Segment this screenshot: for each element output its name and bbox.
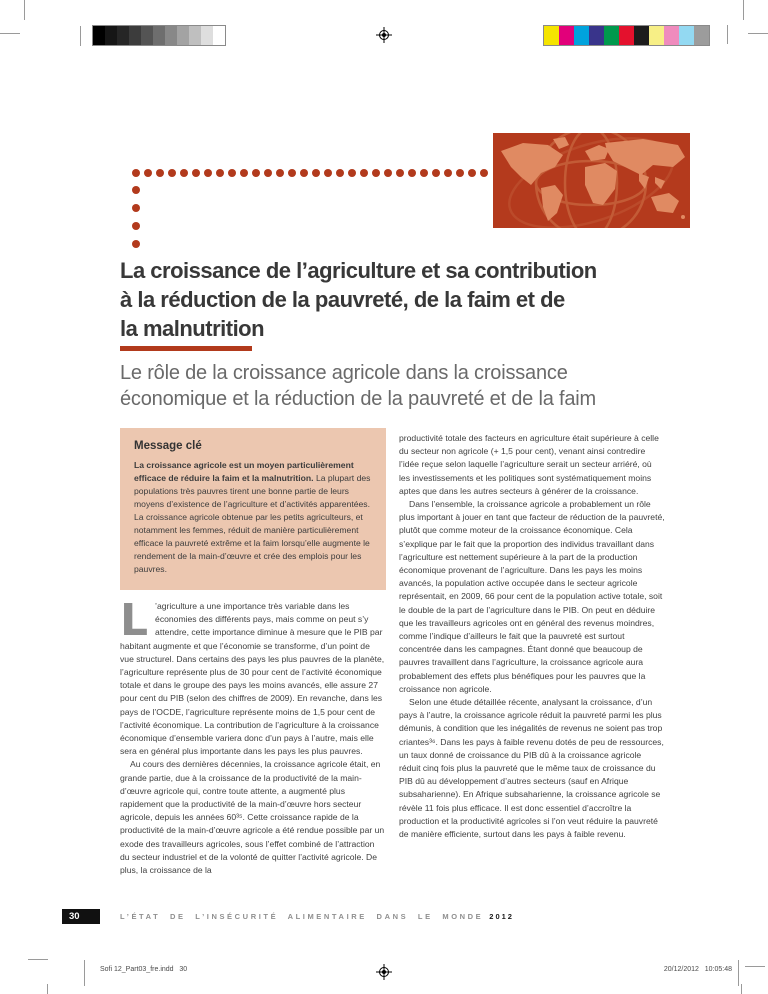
- color-swatch: [177, 26, 189, 45]
- crop-mark: [28, 959, 48, 960]
- color-swatch: [153, 26, 165, 45]
- decorative-dot: [324, 169, 332, 177]
- color-swatch: [201, 26, 213, 45]
- decorative-dot: [396, 169, 404, 177]
- decorative-dot: [276, 169, 284, 177]
- color-swatch: [634, 26, 649, 45]
- color-swatch: [664, 26, 679, 45]
- crop-mark: [727, 25, 728, 44]
- page-subtitle-line: économique et la réduction de la pauvreté et de la faim: [120, 388, 596, 410]
- decorative-dot: [132, 222, 140, 230]
- running-footer: [120, 912, 514, 921]
- decorative-dot: [300, 169, 308, 177]
- decorative-dot: [348, 169, 356, 177]
- decorative-dot: [360, 169, 368, 177]
- color-swatch: [105, 26, 117, 45]
- decorative-dot: [240, 169, 248, 177]
- crop-mark: [741, 984, 742, 994]
- decorative-dot: [228, 169, 236, 177]
- color-swatch: [589, 26, 604, 45]
- decorative-dot: [264, 169, 272, 177]
- key-message-text: [134, 459, 372, 576]
- decorative-dot: [168, 169, 176, 177]
- decorative-dot: [372, 169, 380, 177]
- decorative-dot: [432, 169, 440, 177]
- page-title-line: la malnutrition: [120, 316, 265, 341]
- crop-mark: [748, 33, 768, 34]
- color-swatch: [117, 26, 129, 45]
- color-swatch: [93, 26, 105, 45]
- paragraph: [120, 595, 386, 758]
- registration-mark-icon: [376, 964, 392, 980]
- crop-mark: [738, 960, 739, 986]
- key-message-heading: Message clé: [134, 440, 202, 452]
- decorative-dot: [132, 240, 140, 248]
- key-message-rest: La plupart des populations très pauvres tirent une bonne partie de leurs moyens d’existence de l’agriculture et d’activités apparentées. La croissance agricole obtenue par les petits agriculteurs, et notamment les femmes, réduit de manière particulièrement efficace la pauvreté extrême et la faim lorsqu’elle augmente le rendement de la main-d’œuvre et crée des emplois pour les pauvres.: [134, 473, 371, 574]
- world-map-image: [493, 133, 690, 228]
- title-accent-bar: [120, 346, 252, 351]
- dotted-rule-horizontal: [132, 169, 488, 177]
- crop-mark: [0, 33, 20, 34]
- decorative-dot: [444, 169, 452, 177]
- decorative-dot: [480, 169, 488, 177]
- decorative-dot: [180, 169, 188, 177]
- page-title-line: La croissance de l’agriculture et sa contribution: [120, 258, 597, 283]
- decorative-dot: [132, 186, 140, 194]
- decorative-dot: [216, 169, 224, 177]
- left-column: [120, 428, 386, 877]
- decorative-dot: [468, 169, 476, 177]
- page-title: [120, 256, 695, 343]
- crop-mark: [80, 26, 81, 46]
- decorative-dot: [288, 169, 296, 177]
- body-columns: [120, 428, 665, 877]
- decorative-dot: [204, 169, 212, 177]
- color-swatch: [559, 26, 574, 45]
- imprint-datetime: 20/12/2012 10:05:48: [663, 966, 732, 973]
- drop-cap: L: [120, 595, 149, 646]
- book-title: L’ÉTAT DE L’INSÉCURITÉ ALIMENTAIRE DANS LE MONDE: [120, 912, 484, 921]
- dotted-rule-vertical: [132, 186, 140, 248]
- color-swatch: [165, 26, 177, 45]
- color-swatch: [694, 26, 709, 45]
- paragraph-text: ’agriculture a une importance très variable dans les économies des différents pays, mais comme on peut s’y attendre, cette importance diminue à mesure que le PIB par habitant augmente et que l’économie se transforme, d’un point de vue structurel. Dans certains des pays les plus pauvres de la planète, l’agriculture représente plus de 30 pour cent de l’activité économique totale et dans le groupe des pays les moins avancés, elle assure 27 pour cent du PIB (selon des chiffres de 2009). En revanche, dans les pays de l’OCDE, l’agriculture représente moins de 1,5 pour cent de l’activité économique. La contribution de l’agriculture à la croissance économique d’ensemble variera donc d’un pays à l’autre, mais elle sera en général plus importante dans les pays les plus pauvres.: [120, 601, 385, 757]
- decorative-dot: [132, 204, 140, 212]
- page-number-badge: 30: [62, 909, 100, 924]
- color-swatch: [141, 26, 153, 45]
- paragraph: productivité totale des facteurs en agriculture était supérieure à celle du secteur non agricole (+ 1,5 pour cent), venant ainsi contredire l’idée reçue selon laquelle l’agriculture serait un secteur arriéré, où les investissements et les politiques sont systématiquement moins aptes que dans les autres secteurs à générer de la croissance.: [399, 433, 659, 496]
- color-swatch: [574, 26, 589, 45]
- decorative-dot: [252, 169, 260, 177]
- decorative-dot: [156, 169, 164, 177]
- color-swatch: [213, 26, 225, 45]
- crop-mark: [47, 984, 48, 994]
- registration-mark-icon: [376, 27, 392, 43]
- paragraph: Dans l’ensemble, la croissance agricole a probablement un rôle plus important à jouer en tant que facteur de réduction de la pauvreté, plutôt que comme moteur de la croissance économique. Cela s’explique par le fait que la proportion des individus travaillant dans l’agriculture est nettement supérieure à la part de la production économique provenant de l’agriculture. Dans les pays les moins avancés, la population active occupée dans le secteur agricole représentait, en 2009, 66 pour cent de la population active totale, soit le double de la part de l’agriculture dans le PIB. On peut en déduire que les travailleurs agricoles ont en général des revenus moindres, comme l’indique d’ailleurs le fait que la pauvreté est surtout concentrée dans les campagnes. Étant donné que beaucoup de pauvres travaillent dans l’agriculture, la croissance agricole aura probablement des effets plus bénéfiques pour les pauvres que la croissance non agricole.: [399, 499, 665, 694]
- crop-mark: [24, 0, 25, 20]
- crop-mark: [745, 966, 765, 967]
- color-swatch: [604, 26, 619, 45]
- decorative-dot: [456, 169, 464, 177]
- imprint-filename: Sofi 12_Part03_fre.indd 30: [100, 966, 188, 973]
- key-message-bold: La croissance agricole est un moyen particulièrement efficace de réduire la faim et la malnutrition.: [134, 460, 354, 483]
- crop-mark: [84, 960, 85, 986]
- decorative-dot: [408, 169, 416, 177]
- decorative-dot: [144, 169, 152, 177]
- color-swatch: [544, 26, 559, 45]
- page-subtitle: [120, 360, 695, 412]
- grayscale-calibration-bar: [92, 25, 226, 46]
- decorative-dot: [336, 169, 344, 177]
- color-swatch: [679, 26, 694, 45]
- color-swatch: [129, 26, 141, 45]
- decorative-dot: [384, 169, 392, 177]
- color-calibration-bar: [543, 25, 710, 46]
- page-subtitle-line: Le rôle de la croissance agricole dans la croissance: [120, 362, 568, 384]
- page-title-line: à la réduction de la pauvreté, de la faim et de: [120, 287, 565, 312]
- book-year: 2012: [489, 912, 514, 921]
- crop-mark: [743, 0, 744, 20]
- right-column: [399, 428, 665, 877]
- decorative-dot: [420, 169, 428, 177]
- paragraph: Au cours des dernières décennies, la croissance agricole était, en grande partie, due à la croissance de la productivité de la main-d’œuvre agricole qui, contre toute attente, a augmenté plus rapidement que la productivité de la main-d’œuvre hors secteur agricole, depuis les années 60³⁵. Cette croissance rapide de la productivité de la main-d’œuvre agricole a été rendue possible par un exode des travailleurs agricoles, sous l’effet combiné de l’attraction du secteur industriel et de la volonté de quitter l’activité agricole. De plus, la croissance de la: [120, 759, 385, 876]
- decorative-dot: [312, 169, 320, 177]
- decorative-dot: [192, 169, 200, 177]
- paragraph: Selon une étude détaillée récente, analysant la croissance, d’un pays à l’autre, la croissance agricole réduit la pauvreté parmi les plus démunis, à condition que les inégalités de revenus ne soient pas trop criantes³⁶. Dans les pays à faible revenu dotés de peu de ressources, un taux donné de croissance du PIB dû à la croissance agricole réduit cinq fois plus la pauvreté que le même taux de croissance du PIB dû au développement d’autres secteurs (sauf en Afrique subsaharienne). En Afrique subsaharienne, la croissance agricole se révèle 11 fois plus efficace. Il est donc essentiel d’accroître la production et la productivité agricoles si l’on veut réduire la pauvreté de manière efficiente, surtout dans les pays à faible revenu.: [399, 697, 664, 840]
- color-swatch: [189, 26, 201, 45]
- decorative-dot: [132, 169, 140, 177]
- color-swatch: [649, 26, 664, 45]
- key-message-box: [120, 428, 386, 590]
- color-swatch: [619, 26, 634, 45]
